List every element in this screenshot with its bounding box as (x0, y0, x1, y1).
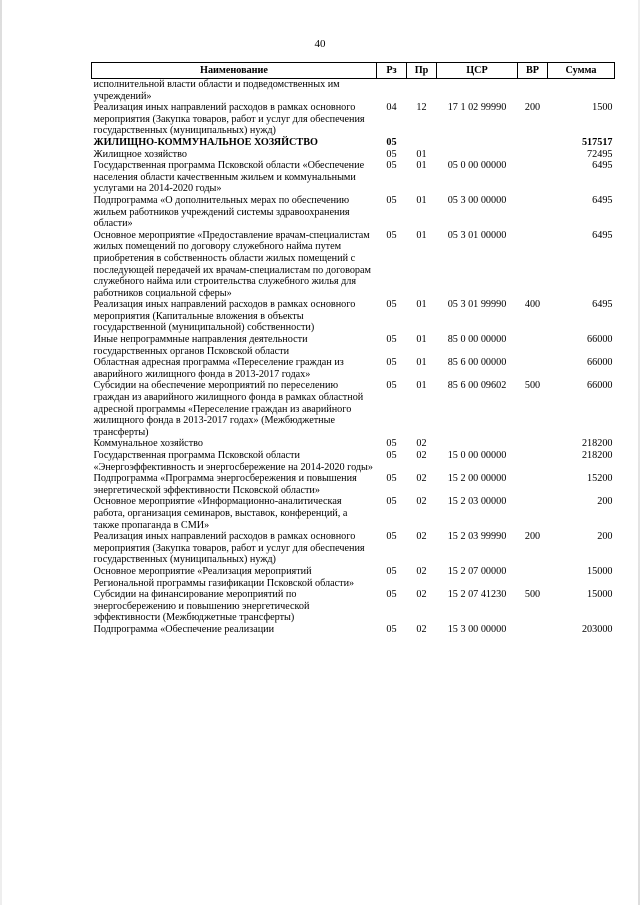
table-row (92, 102, 615, 137)
table-row (92, 589, 615, 624)
cell-sum: 200 (597, 531, 613, 543)
cell-csr: 15 0 00 00000 (447, 450, 507, 461)
cell-pr (407, 137, 437, 149)
cell-csr (437, 438, 518, 450)
cell-sum: 6495 (592, 160, 613, 172)
cell-pr: 01 (416, 334, 427, 346)
cell-name: ЖИЛИЩНО-КОММУНАЛЬНОЕ ХОЗЯЙСТВО (93, 136, 318, 148)
cell-pr: 01 (416, 357, 427, 369)
table-row (92, 334, 615, 357)
cell-vr (518, 334, 548, 357)
table-row (92, 149, 615, 161)
cell-rz: 05 (386, 473, 397, 485)
cell-sum: 218200 (581, 438, 613, 450)
cell-rz: 05 (386, 194, 397, 206)
table-header (92, 63, 615, 79)
table-row (92, 357, 615, 380)
header-rz: Рз (377, 63, 407, 79)
table-row (92, 438, 615, 450)
table-row (92, 566, 615, 589)
cell-csr: 85 6 00 09602 (447, 380, 507, 392)
cell-rz: 04 (386, 102, 397, 114)
cell-name: Государственная программа Псковской области «Энергоэффективность и энергосбережение на 2014-2020 годы» (93, 450, 373, 473)
table-row (92, 299, 615, 334)
cell-name: исполнительной власти области и подведомственных им учреждений» (93, 79, 340, 102)
cell-sum: 218200 (581, 450, 613, 461)
table-row (92, 473, 615, 496)
cell-vr: 200 (524, 102, 541, 114)
header-name: Наименование (92, 63, 377, 79)
cell-csr: 05 3 00 00000 (447, 194, 507, 206)
cell-name: Государственная программа Псковской области «Обеспечение населения области качественным жильем и коммунальными услугами на 2014-2020 годы» (93, 160, 365, 195)
cell-sum: 66000 (587, 357, 613, 369)
cell-rz (377, 79, 407, 103)
cell-sum: 517517 (581, 136, 613, 148)
cell-pr: 01 (416, 160, 427, 172)
cell-rz: 05 (386, 148, 397, 160)
cell-name: Жилищное хозяйство (93, 148, 187, 160)
cell-csr: 05 0 00 00000 (447, 160, 507, 172)
cell-csr: 85 6 00 00000 (447, 357, 507, 369)
cell-rz: 05 (386, 438, 397, 450)
cell-name: Подпрограмма «О дополнительных мерах по обеспечению жильем работников учреждений системы здравоохранения области» (93, 194, 350, 230)
cell-sum: 15200 (587, 473, 613, 485)
cell-pr: 01 (416, 148, 427, 160)
cell-pr: 02 (416, 565, 427, 577)
cell-csr: 05 3 01 99990 (447, 299, 507, 311)
cell-rz: 05 (386, 450, 397, 461)
cell-name: Реализация иных направлений расходов в рамках основного мероприятия (Закупка товаров, работ и услуг для обеспечения государственных (муниципальных) нужд) (93, 102, 365, 137)
table-row (92, 160, 615, 195)
cell-name: Основное мероприятие «Информационно-аналитическая работа, организация семинаров, выставок, конференций, а также пропаганда в СМИ» (93, 496, 348, 531)
cell-csr: 05 3 01 00000 (447, 229, 507, 241)
cell-vr (518, 230, 548, 300)
cell-vr (518, 79, 548, 103)
table-body (92, 79, 615, 636)
cell-csr: 15 2 03 00000 (447, 496, 507, 508)
cell-rz: 05 (386, 334, 397, 346)
cell-pr: 02 (416, 450, 427, 461)
cell-sum: 66000 (587, 334, 613, 346)
cell-sum: 72495 (587, 148, 613, 160)
cell-name: Коммунальное хозяйство (93, 438, 203, 450)
cell-csr: 15 2 03 99990 (447, 531, 507, 543)
cell-vr (518, 496, 548, 531)
budget-table (91, 62, 615, 636)
cell-pr (407, 79, 437, 103)
cell-vr (518, 566, 548, 589)
cell-csr: 15 2 07 00000 (447, 565, 507, 577)
cell-sum: 6495 (592, 299, 613, 311)
cell-pr: 01 (416, 229, 427, 241)
cell-rz: 05 (386, 299, 397, 311)
table-row (92, 531, 615, 566)
cell-rz: 05 (386, 160, 397, 172)
scan-edge-left (0, 0, 2, 905)
table-row (92, 496, 615, 531)
cell-vr: 200 (524, 531, 541, 543)
cell-pr: 01 (416, 380, 427, 392)
table-row (92, 79, 615, 103)
header-csr: ЦСР (437, 63, 518, 79)
table-row (92, 230, 615, 300)
cell-sum: 203000 (581, 623, 613, 635)
cell-rz: 05 (386, 229, 397, 241)
cell-vr (518, 450, 548, 473)
cell-sum: 6495 (592, 194, 613, 206)
cell-rz: 05 (386, 531, 397, 543)
cell-vr: 500 (524, 380, 541, 392)
cell-name: Подпрограмма «Обеспечение реализации (93, 623, 275, 635)
cell-name: Реализация иных направлений расходов в рамках основного мероприятия (Капитальные вложения в объекты государственной (муниципальной) собственности) (93, 299, 356, 334)
cell-vr (518, 160, 548, 195)
cell-vr (518, 357, 548, 380)
cell-csr (437, 79, 518, 103)
cell-name: Областная адресная программа «Переселение граждан из аварийного жилищного фонда в 2013-2017 годах» (93, 357, 344, 380)
cell-name: Субсидии на обеспечение мероприятий по переселению граждан из аварийного жилищного фонда в рамках областной адресной программы «Переселение граждан из аварийного жилищного фонда в 2013-2017 годах» (Межбюджетные трансферты) (93, 380, 364, 438)
cell-name: Субсидии на финансирование мероприятий по энергосбережению и повышению энергетической эффективности (Межбюджетные трансферты) (93, 589, 310, 624)
header-sum: Сумма (548, 63, 615, 79)
table-row (92, 195, 615, 230)
cell-rz: 05 (386, 136, 397, 148)
cell-sum: 6495 (592, 229, 613, 241)
cell-csr: 15 3 00 00000 (447, 623, 507, 635)
cell-vr: 500 (524, 589, 541, 601)
cell-csr: 15 2 07 41230 (447, 589, 507, 601)
cell-vr (518, 438, 548, 450)
cell-pr: 02 (416, 473, 427, 485)
cell-name: Основное мероприятие «Реализация мероприятий Региональной программы газификации Псковской области» (93, 565, 355, 589)
table-row (92, 137, 615, 149)
cell-sum: 15000 (587, 589, 613, 601)
cell-pr: 02 (416, 531, 427, 543)
cell-rz: 05 (386, 380, 397, 392)
cell-name: Иные непрограммные направления деятельности государственных органов Псковской области (93, 334, 308, 357)
cell-vr (518, 473, 548, 496)
cell-rz: 05 (386, 623, 397, 635)
cell-name: Реализация иных направлений расходов в рамках основного мероприятия (Закупка товаров, работ и услуг для обеспечения государственных (муниципальных) нужд) (93, 531, 365, 566)
cell-sum: 15000 (587, 565, 613, 577)
cell-sum: 1500 (592, 102, 613, 114)
cell-pr: 01 (416, 299, 427, 311)
cell-pr: 12 (416, 102, 427, 114)
cell-name: Основное мероприятие «Предоставление врачам-специалистам жилых помещений по договору служебного найма путем приобретения в собственность области жилых помещений с последующей передачей их врачам-специалистам по договорам служебного найма или строительства служебного жилья для работников социальной сферы» (93, 229, 371, 299)
cell-sum: 200 (597, 496, 613, 508)
cell-rz: 05 (386, 357, 397, 369)
table-row (92, 450, 615, 473)
cell-vr (518, 149, 548, 161)
page-number: 40 (314, 38, 326, 50)
cell-vr (518, 624, 548, 636)
cell-vr (518, 137, 548, 149)
cell-csr: 15 2 00 00000 (447, 473, 507, 485)
cell-pr: 02 (416, 623, 427, 635)
cell-csr: 85 0 00 00000 (447, 334, 507, 346)
table-row (92, 624, 615, 636)
header-pr: Пр (407, 63, 437, 79)
cell-rz: 05 (386, 565, 397, 577)
cell-vr (518, 195, 548, 230)
cell-pr: 02 (416, 496, 427, 508)
header-vr: ВР (518, 63, 548, 79)
cell-vr: 400 (524, 299, 541, 311)
cell-csr: 17 1 02 99990 (447, 102, 507, 114)
cell-pr: 01 (416, 194, 427, 206)
cell-pr: 02 (416, 589, 427, 601)
cell-rz: 05 (386, 589, 397, 601)
cell-pr: 02 (416, 438, 427, 450)
cell-sum (548, 79, 615, 103)
table-row (92, 380, 615, 438)
cell-name: Подпрограмма «Программа энергосбережения и повышения энергетической эффективности Псковской области» (93, 473, 357, 496)
cell-csr (437, 137, 518, 149)
cell-sum: 66000 (587, 380, 613, 392)
cell-csr (437, 149, 518, 161)
cell-rz: 05 (386, 496, 397, 508)
